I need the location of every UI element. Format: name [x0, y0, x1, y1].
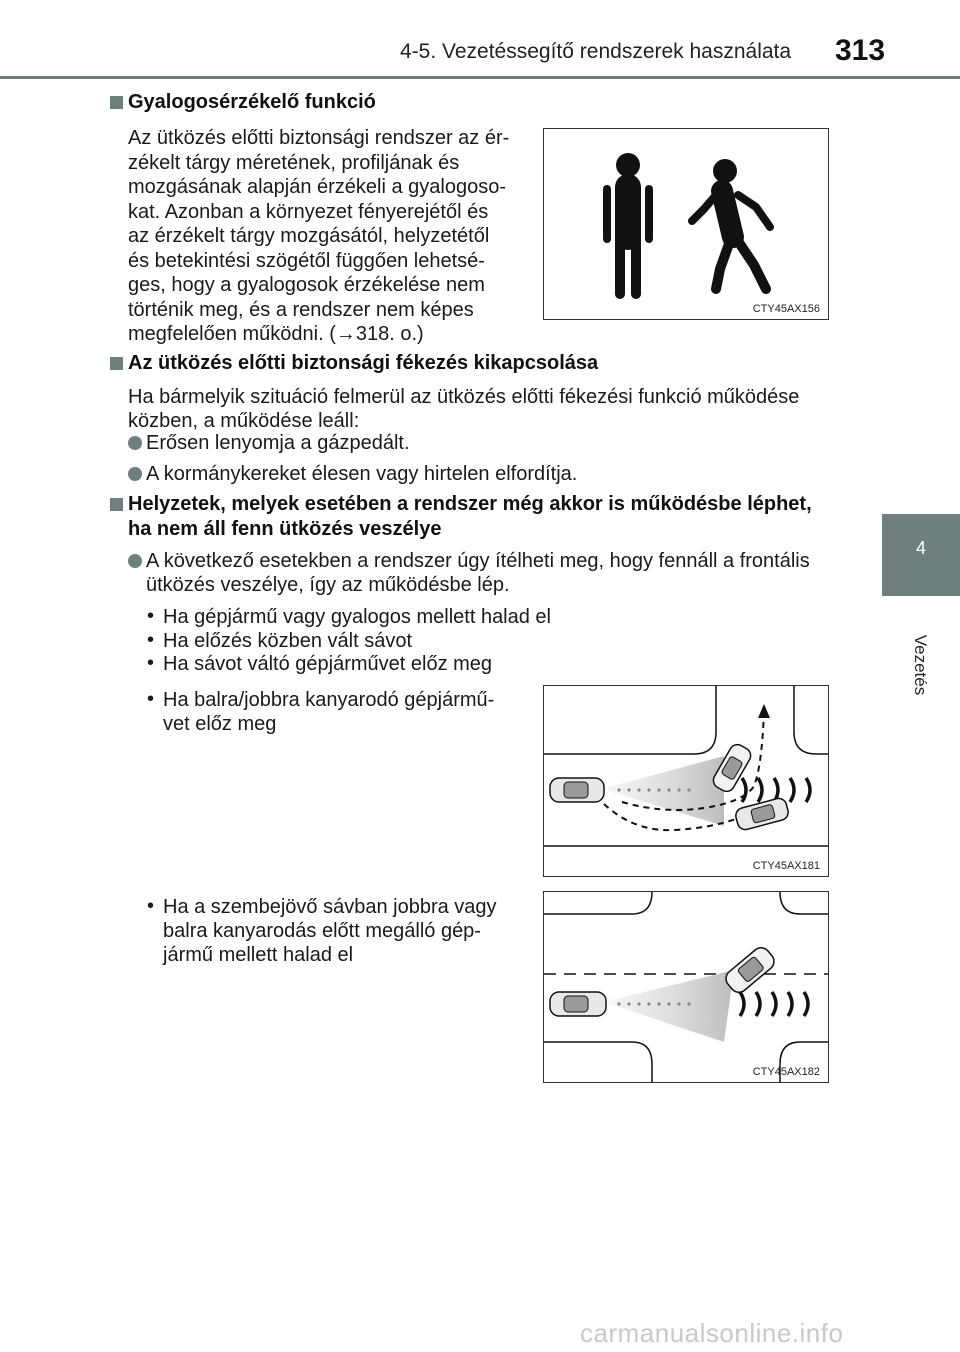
- round-bullet-icon: [128, 436, 142, 450]
- round-bullet-icon: [128, 554, 142, 568]
- text-line: Az ütközés előtti biztonsági rendszer az ér-: [128, 127, 510, 149]
- text-line: ütközés veszélye, így az működésbe lép.: [146, 574, 510, 596]
- text-line: mozgásának alapján érzékeli a gyalogoso-: [128, 176, 507, 198]
- text-line: megfelelően működni. (→318. o.): [128, 323, 424, 345]
- text-line: közben, a működése leáll:: [128, 410, 360, 432]
- page-number: 313: [835, 34, 886, 67]
- bullet-dot: •: [147, 895, 155, 917]
- own-car-icon: [550, 992, 606, 1016]
- section-heading-disable: Az ütközés előtti biztonsági fékezés kikapcsolása: [128, 352, 599, 374]
- square-bullet-icon: [110, 498, 123, 511]
- text-line: jármű mellett halad el: [163, 944, 354, 966]
- sensor-beam: [602, 756, 724, 826]
- bullet-dot: •: [147, 652, 155, 674]
- list-item: Erősen lenyomja a gázpedált.: [146, 432, 410, 454]
- text-line: Ha balra/jobbra kanyarodó gépjármű-: [163, 689, 495, 711]
- list-item: Ha sávot váltó gépjárművet előz meg: [163, 653, 493, 675]
- section-heading-situations: Helyzetek, melyek esetében a rendszer még akkor is működésbe léphet,: [128, 493, 812, 515]
- bullet-dot: •: [147, 629, 155, 651]
- text-line: Ha bármelyik szituáció felmerül az ütközés előtti fékezési funkció működése: [128, 386, 800, 408]
- text-line: vet előz meg: [163, 713, 277, 735]
- figure-pedestrians: [543, 128, 829, 320]
- figure-oncoming-vehicle: [543, 891, 829, 1083]
- square-bullet-icon: [110, 357, 123, 370]
- section-heading-pedestrian: Gyalogosérzékelő funkció: [128, 91, 376, 113]
- square-bullet-icon: [110, 96, 123, 109]
- chapter-number: 4: [915, 538, 926, 558]
- radar-waves: [740, 992, 808, 1016]
- sensor-beam: [604, 970, 734, 1042]
- section-heading-situations-cont: ha nem áll fenn ütközés veszélye: [128, 518, 442, 540]
- text-line: ges, hogy a gyalogosok érzékelése nem: [128, 274, 485, 296]
- own-car-icon: [550, 778, 604, 802]
- header-divider: [0, 76, 960, 79]
- figure-code: CTY45AX156: [752, 303, 820, 315]
- bullet-dot: •: [147, 605, 155, 627]
- bullet-dot: •: [147, 688, 155, 710]
- figure-turning-vehicle: [543, 685, 829, 877]
- text-line: és betekintési szögétől függően lehetsé-: [128, 249, 485, 272]
- waiting-car-icon: [722, 944, 777, 996]
- footer-watermark: carmanualsonline.info: [580, 1318, 844, 1348]
- chapter-label: Vezetés: [911, 634, 930, 696]
- oncoming-vehicle-diagram: [544, 892, 828, 1082]
- figure-code: CTY45AX182: [752, 1066, 820, 1078]
- list-item: Ha gépjármű vagy gyalogos mellett halad el: [163, 606, 551, 628]
- text-line: A következő esetekben a rendszer úgy ítélheti meg, hogy fennáll a frontális: [146, 550, 810, 572]
- figure-code: CTY45AX181: [752, 860, 820, 872]
- list-item: Ha előzés közben vált sávot: [163, 630, 413, 652]
- turning-vehicle-diagram: [544, 686, 828, 876]
- text-line: kat. Azonban a környezet fényerejétől és: [128, 200, 489, 223]
- round-bullet-icon: [128, 467, 142, 481]
- text-line: az érzékelt tárgy mozgásától, helyzetétől: [128, 225, 490, 247]
- text-line: Ha a szembejövő sávban jobbra vagy: [163, 896, 497, 918]
- text-line: balra kanyarodás előtt megálló gép-: [163, 920, 481, 942]
- pedestrian-icons: [544, 129, 828, 319]
- list-item: A kormánykereket élesen vagy hirtelen elfordítja.: [146, 463, 578, 485]
- standing-person-icon: [607, 153, 649, 294]
- text-line: történik meg, és a rendszer nem képes: [128, 298, 474, 321]
- section-header-title: 4-5. Vezetéssegítő rendszerek használata: [400, 40, 792, 63]
- walking-person-icon: [692, 159, 770, 289]
- text-line: zékelt tárgy méretének, profiljának és: [128, 151, 460, 174]
